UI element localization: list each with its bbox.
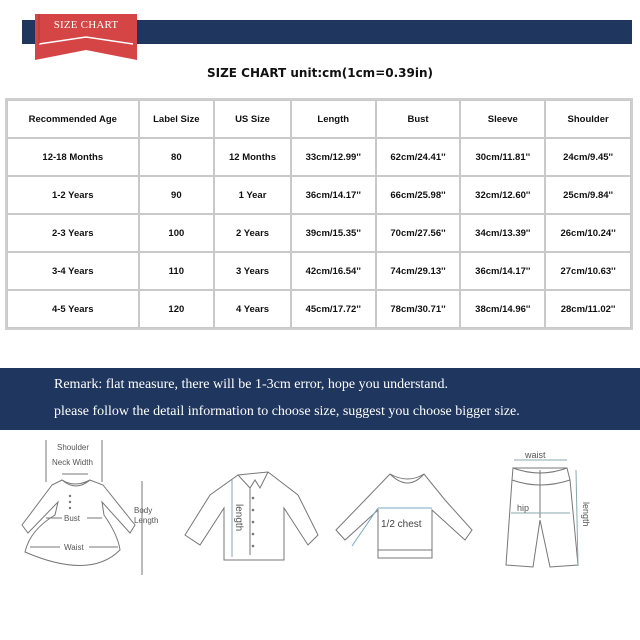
neck-width-label: Neck Width <box>52 458 93 467</box>
column-header: Bust <box>376 100 461 138</box>
remark-line-1: Remark: flat measure, there will be 1-3cm error, hope you understand. <box>54 377 449 392</box>
table-cell: 26cm/10.24'' <box>545 214 631 252</box>
table-cell: 3-4 Years <box>7 252 139 290</box>
table-cell: 28cm/11.02'' <box>545 290 631 328</box>
sweater-diagram <box>320 430 480 630</box>
table-cell: 3 Years <box>214 252 291 290</box>
table-row <box>7 290 631 328</box>
table-cell: 24cm/9.45'' <box>545 138 631 176</box>
table-cell: 110 <box>139 252 215 290</box>
shirt-length-label: length <box>233 504 244 532</box>
table-cell: 62cm/24.41'' <box>376 138 461 176</box>
table-cell: 30cm/11.81'' <box>460 138 545 176</box>
dress-diagram <box>0 430 180 630</box>
column-header: US Size <box>214 100 291 138</box>
length-label: Length <box>134 516 159 525</box>
column-header: Label Size <box>139 100 215 138</box>
table-cell: 2-3 Years <box>7 214 139 252</box>
table-header-row <box>7 100 631 138</box>
table-row <box>7 176 631 214</box>
table-row <box>7 214 631 252</box>
table-cell: 45cm/17.72'' <box>291 290 376 328</box>
table-cell: 12-18 Months <box>7 138 139 176</box>
table-cell: 36cm/14.17'' <box>291 176 376 214</box>
pants-waist-label: waist <box>525 450 546 460</box>
table-cell: 33cm/12.99'' <box>291 138 376 176</box>
body-label: Body <box>134 506 153 515</box>
table-cell: 4 Years <box>214 290 291 328</box>
half-chest-label: 1/2 chest <box>381 519 422 530</box>
page-title: SIZE CHART unit:cm(1cm=0.39in) <box>207 66 433 80</box>
table-cell: 2 Years <box>214 214 291 252</box>
ribbon-label: SIZE CHART <box>53 19 119 31</box>
waist-label: Waist <box>64 543 84 552</box>
table-cell: 38cm/14.96'' <box>460 290 545 328</box>
table-cell: 36cm/14.17'' <box>460 252 545 290</box>
table-cell: 4-5 Years <box>7 290 139 328</box>
table-cell: 100 <box>139 214 215 252</box>
table-cell: 74cm/29.13'' <box>376 252 461 290</box>
column-header: Shoulder <box>545 100 631 138</box>
column-header: Sleeve <box>460 100 545 138</box>
remark-line-2: please follow the detail information to choose size, suggest you choose bigger size. <box>54 404 520 419</box>
table-cell: 1-2 Years <box>7 176 139 214</box>
size-table <box>5 98 633 330</box>
table-cell: 42cm/16.54'' <box>291 252 376 290</box>
pants-diagram <box>470 430 640 630</box>
table-cell: 12 Months <box>214 138 291 176</box>
table-cell: 80 <box>139 138 215 176</box>
table-row <box>7 138 631 176</box>
shoulder-label: Shoulder <box>57 443 90 452</box>
table-cell: 39cm/15.35'' <box>291 214 376 252</box>
table-cell: 32cm/12.60'' <box>460 176 545 214</box>
table-cell: 66cm/25.98'' <box>376 176 461 214</box>
pants-length-label: length <box>581 502 591 527</box>
table-cell: 25cm/9.84'' <box>545 176 631 214</box>
table-cell: 34cm/13.39'' <box>460 214 545 252</box>
table-row <box>7 252 631 290</box>
table-cell: 120 <box>139 290 215 328</box>
table-cell: 78cm/30.71'' <box>376 290 461 328</box>
shirt-diagram <box>180 430 330 630</box>
table-cell: 1 Year <box>214 176 291 214</box>
column-header: Recommended Age <box>7 100 139 138</box>
table-cell: 70cm/27.56'' <box>376 214 461 252</box>
table-cell: 27cm/10.63'' <box>545 252 631 290</box>
table-cell: 90 <box>139 176 215 214</box>
bust-label: Bust <box>64 514 81 523</box>
remark-banner <box>0 368 640 430</box>
pants-hip-label: hip <box>517 503 530 513</box>
column-header: Length <box>291 100 376 138</box>
